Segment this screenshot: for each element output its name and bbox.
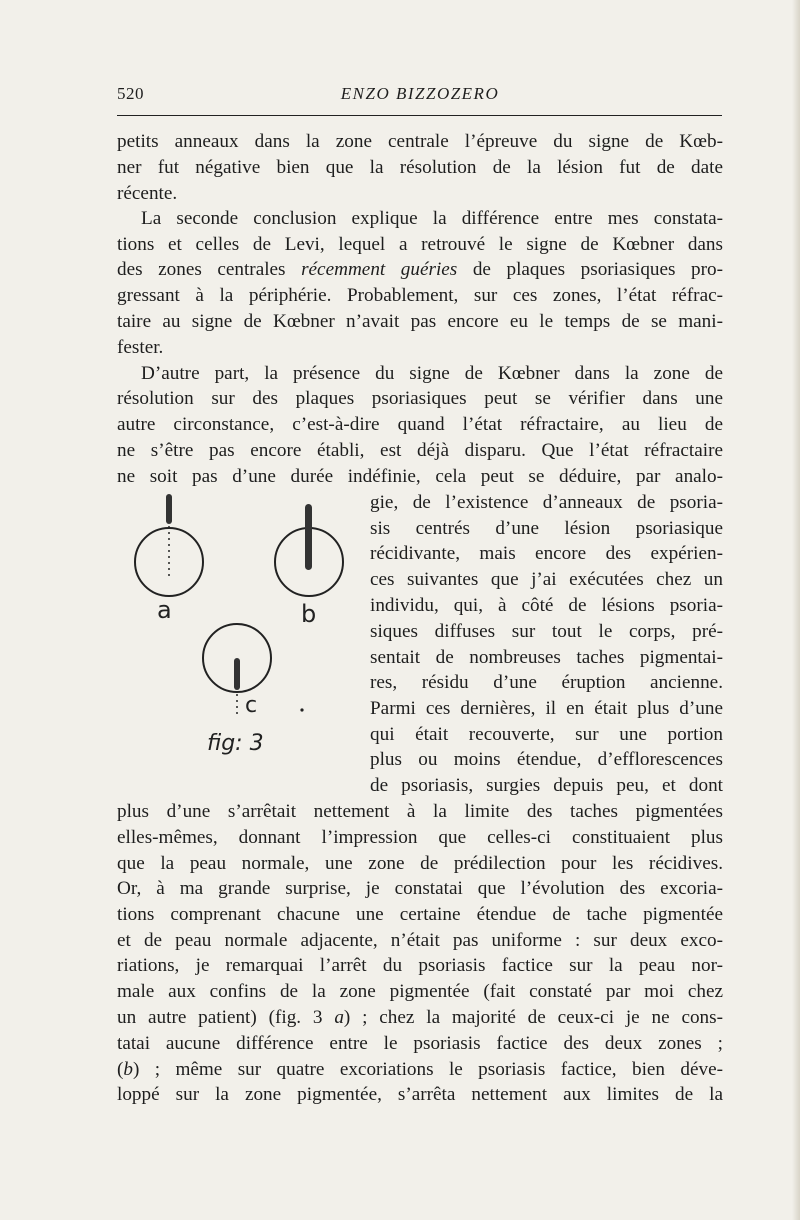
figure-caption: fig: 3 (207, 731, 264, 756)
text-line: résolution sur des plaques psoriasiques peut se vérifier dans une (117, 388, 723, 409)
text-line: plus d’une s’arrêtait nettement à la limite des taches pigmentées (117, 801, 723, 822)
text-span: ( (117, 1059, 124, 1080)
text-line: récente. (117, 183, 178, 204)
text-line: elles-mêmes, donnant l’impression que celles-ci constituaient plus (117, 827, 723, 848)
label-a: a (157, 596, 172, 624)
text-line: gie, de l’existence d’anneaux de psoria- (370, 492, 723, 513)
header-rule (117, 115, 722, 116)
text-line: individu, qui, à côté de lésions psoria- (370, 595, 723, 616)
text-line: récidivante, mais encore des expérien- (370, 543, 723, 564)
text-line: tions et celles de Levi, lequel a retrouvé le signe de Kœbner dans (117, 234, 723, 255)
emphasis-text: récemment guéries (301, 259, 458, 280)
emphasis-text: a (334, 1007, 344, 1028)
emphasis-text: b (123, 1059, 133, 1080)
running-title: ENZO BIZZOZERO (340, 84, 500, 103)
text-line: autre circonstance, c’est-à-dire quand l’état réfractaire, au lieu de (117, 414, 723, 435)
stray-dot (300, 708, 303, 711)
text-line: La seconde conclusion explique la différence entre mes constata- (141, 208, 723, 229)
label-c: c (245, 693, 258, 718)
text-line (117, 1005, 723, 1031)
text-line: et de peau normale adjacente, n’était pas uniforme : sur deux exco- (117, 930, 723, 951)
text-line (117, 1057, 723, 1083)
text-span: un autre patient) (fig. 3 (117, 1007, 323, 1028)
text-line: siques diffuses sur tout le corps, pré- (370, 621, 723, 642)
text-line: ne s’être pas encore établi, est déjà disparu. Que l’état réfractaire (117, 440, 723, 461)
text-line: de psoriasis, surgies depuis peu, et dont (370, 775, 723, 796)
text-line (117, 257, 723, 283)
text-line: Or, à ma grande surprise, je constatai que l’évolution des excoria- (117, 878, 723, 899)
running-header (117, 84, 723, 108)
text-line: Parmi ces dernières, il en était plus d’une (370, 698, 723, 719)
text-line: riations, je remarquai l’arrêt du psoriasis factice sur la peau nor- (117, 955, 723, 976)
text-line: ner fut négative bien que la résolution de la lésion fut de date (117, 157, 723, 178)
page-edge-shadow (792, 0, 800, 1220)
text-span: ) ; chez la majorité de ceux-ci je ne cons- (343, 1007, 724, 1028)
label-b: b (301, 600, 317, 628)
text-span: ) ; même sur quatre excoriations le psoriasis factice, bien déve- (132, 1059, 723, 1080)
lesion-mark-b (305, 504, 312, 570)
text-line: male aux confins de la zone pigmentée (fait constaté par moi chez (117, 981, 723, 1002)
text-line: qui était recouverte, sur une portion (370, 724, 723, 745)
text-line: que la peau normale, une zone de prédilection pour les récidives. (117, 853, 723, 874)
text-line: fester. (117, 337, 164, 358)
text-span: de plaques psoriasiques pro- (472, 259, 723, 280)
lesion-mark-c (234, 658, 240, 690)
text-line: res, résidu d’une éruption ancienne. (370, 672, 723, 693)
text-line: D’autre part, la présence du signe de Kœbner dans la zone de (141, 363, 723, 384)
text-line: petits anneaux dans la zone centrale l’épreuve du signe de Kœb- (117, 131, 723, 152)
text-line: ne soit pas d’une durée indéfinie, cela peut se déduire, par analo- (117, 466, 723, 487)
figure-3 (117, 490, 367, 770)
text-line: loppé sur la zone pigmentée, s’arrêta nettement aux limites de la (117, 1084, 723, 1105)
lesion-mark-a (166, 494, 172, 524)
text-span: des zones centrales (117, 259, 286, 280)
text-line: tions comprenant chacune une certaine étendue de tache pigmentée (117, 904, 723, 925)
text-line: tatai aucune différence entre le psoriasis factice des deux zones ; (117, 1033, 723, 1054)
text-line: plus ou moins étendue, d’efflorescences (370, 749, 723, 770)
figure-3-drawing (117, 490, 367, 770)
text-line: sentait de nombreuses taches pigmentai- (370, 647, 723, 668)
page-number: 520 (117, 84, 144, 103)
text-line: sis centrés d’une lésion psoriasique (370, 518, 723, 539)
text-line: taire au signe de Kœbner n’avait pas encore eu le temps de se mani- (117, 311, 723, 332)
text-line: ces suivantes que j’ai exécutées chez un (370, 569, 723, 590)
text-line: gressant à la périphérie. Probablement, sur ces zones, l’état réfrac- (117, 285, 723, 306)
